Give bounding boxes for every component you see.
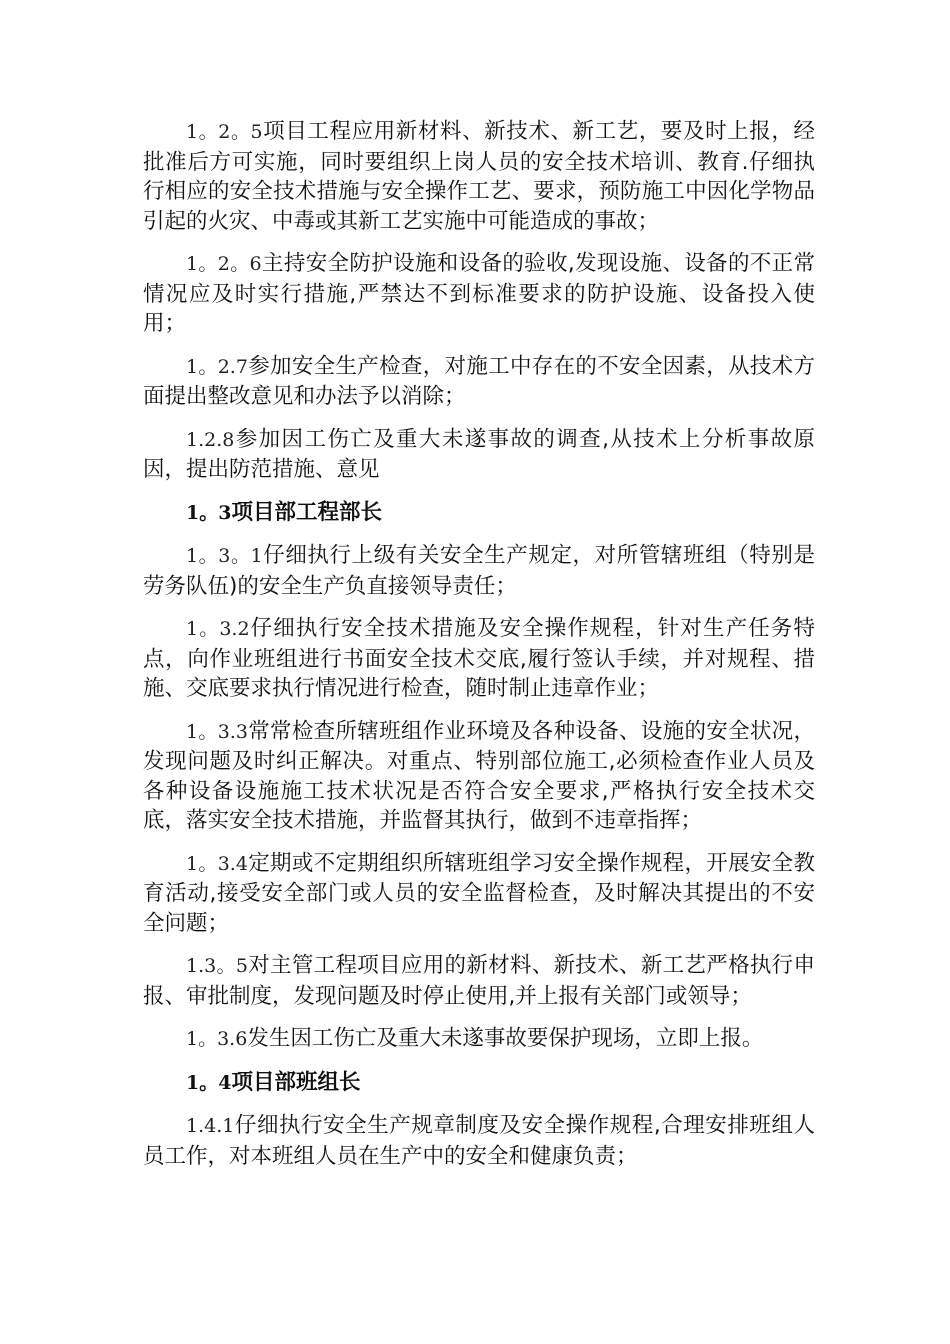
paragraph-1-3-4 bbox=[143, 849, 815, 939]
clause-number: 1.4.1 bbox=[186, 1115, 235, 1137]
paragraph-1-2-5 bbox=[143, 117, 815, 236]
clause-number: 1。3.2 bbox=[186, 618, 250, 640]
clause-text: 常常检查所辖班组作业环境及各种设备、设施的安全状况，发现问题及时纠正解决。对重点、特别部位施工,必须检查作业人员及各种设备设施施工技术状况是否符合安全要求,严格执行安全技术交底，落实安全技术措施，并监督其执行，做到不违章指挥； bbox=[143, 718, 815, 833]
document-page bbox=[143, 117, 815, 1184]
paragraph-1-3-2 bbox=[143, 614, 815, 704]
clause-number: 1。3.6 bbox=[186, 1028, 248, 1050]
clause-number: 1。2。6 bbox=[186, 253, 262, 275]
clause-text: 定期或不定期组织所辖班组学习安全操作规程，开展安全教育活动,接受安全部门或人员的安全监督检查，及时解决其提出的不安全问题； bbox=[143, 850, 815, 936]
paragraph-1-3-3 bbox=[143, 717, 815, 836]
clause-text: 仔细执行安全技术措施及安全操作规程，针对生产任务特点，向作业班组进行书面安全技术交底,履行签认手续，并对规程、措施、交底要求执行情况进行检查，随时制止违章作业； bbox=[143, 616, 815, 701]
clause-text: 项目工程应用新材料、新技术、新工艺，要及时上报，经批准后方可实施，同时要组织上岗人员的安全技术培训、教育.仔细执行相应的安全技术措施与安全操作工艺、要求，预防施工中因化学物品引起的火灾、中毒或其新工艺实施中可能造成的事故； bbox=[143, 119, 815, 234]
paragraph-1-3-6 bbox=[143, 1024, 815, 1055]
clause-number: 1.2.8 bbox=[186, 428, 235, 451]
clause-text: 仔细执行安全生产规章制度及安全操作规程,合理安排班组人员工作，对本班组人员在生产中的安全和健康负责； bbox=[143, 1113, 815, 1169]
section-title: 项目部工程部长 bbox=[231, 499, 382, 525]
clause-text: 对主管工程项目应用的新材料、新技术、新工艺严格执行申报、审批制度，发现问题及时停止使用,并上报有关部门或领导； bbox=[143, 953, 815, 1009]
clause-text: 发生因工伤亡及重大未遂事故要保护现场，立即上报。 bbox=[247, 1026, 764, 1051]
clause-number: 1。3.3 bbox=[186, 720, 248, 743]
clause-number: 1。3.4 bbox=[186, 852, 248, 875]
section-number: 1。4 bbox=[186, 1071, 232, 1094]
paragraph-1-4-1 bbox=[143, 1111, 815, 1171]
paragraph-1-3-1 bbox=[143, 541, 815, 601]
clause-text: 参加因工伤亡及重大未遂事故的调查,从技术上分析事故原因，提出防范措施、意见 bbox=[143, 426, 815, 482]
clause-number: 1.3。5 bbox=[186, 955, 248, 977]
paragraph-1-2-6 bbox=[143, 249, 815, 339]
clause-number: 1。2。5 bbox=[186, 121, 263, 143]
section-heading-1-3 bbox=[143, 498, 815, 529]
clause-text: 主持安全防护设施和设备的验收,发现设施、设备的不正常情况应及时实行措施,严禁达不到标准要求的防护设施、设备投入使用； bbox=[143, 251, 815, 336]
paragraph-1-2-7 bbox=[143, 352, 815, 412]
paragraph-1-2-8 bbox=[143, 425, 815, 485]
clause-number: 1。3。1 bbox=[186, 545, 263, 567]
paragraph-1-3-5 bbox=[143, 951, 815, 1011]
clause-number: 1。2.7 bbox=[186, 355, 248, 378]
clause-text: 参加安全生产检查，对施工中存在的不安全因素，从技术方面提出整改意见和办法予以消除； bbox=[143, 353, 815, 409]
section-title: 项目部班组长 bbox=[231, 1069, 361, 1095]
section-heading-1-4 bbox=[143, 1068, 815, 1099]
clause-text: 仔细执行上级有关安全生产规定，对所管辖班组（特别是劳务队伍)的安全生产负直接领导责任； bbox=[143, 543, 815, 599]
section-number: 1。3 bbox=[186, 501, 232, 524]
